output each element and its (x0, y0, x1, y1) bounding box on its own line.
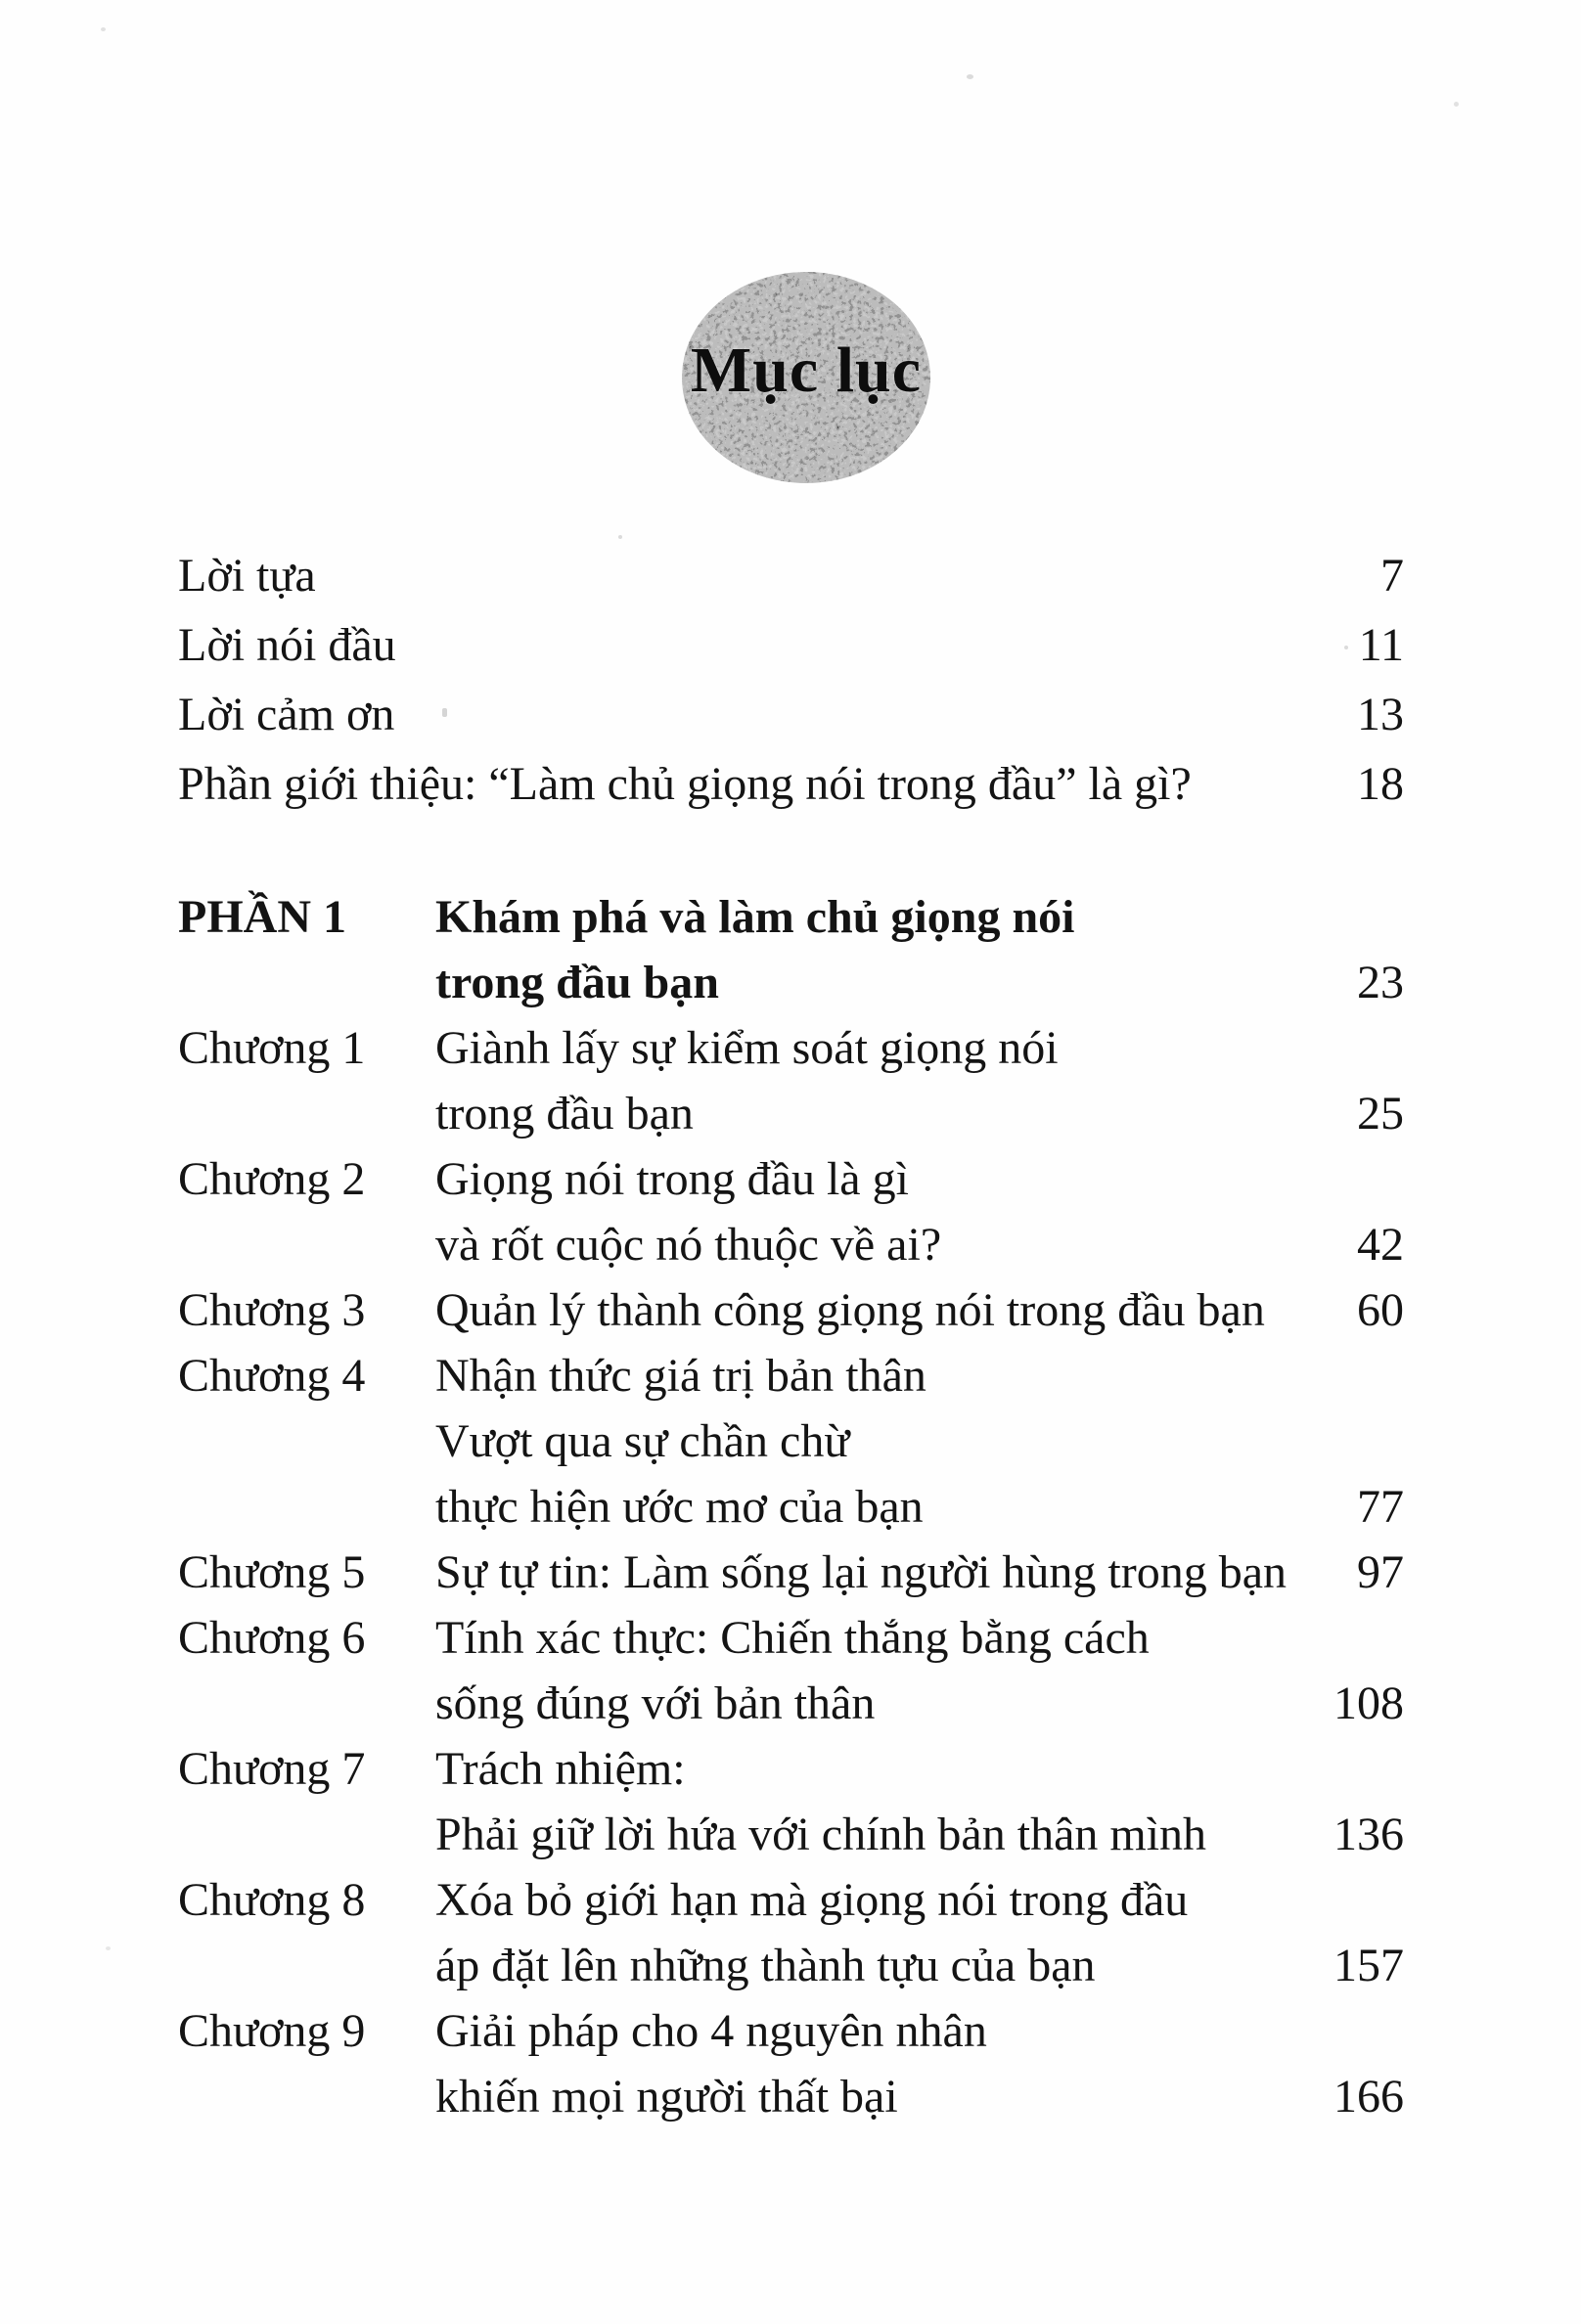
entry-body (435, 884, 1404, 1015)
entry-title-text: áp đặt lên những thành tựu của bạn (435, 1940, 1096, 1991)
entry-title-line (435, 1146, 1404, 1212)
section-badge (680, 270, 932, 485)
entry-label: Chương 6 (178, 1612, 366, 1664)
entry-title-text: Giải pháp cho 4 nguyên nhân (435, 2005, 987, 2057)
entry-title-text: Sự tự tin: Làm sống lại người hùng trong bạn (435, 1546, 1287, 1598)
entry-label: Chương 1 (178, 1022, 366, 1074)
toc-entry (178, 541, 1404, 610)
entry-title-line (435, 2064, 1404, 2129)
entry-label: PHẦN 1 (178, 891, 346, 943)
toc-entry (178, 1277, 1404, 1343)
entry-body (435, 1998, 1404, 2129)
entry-title-text: khiến mọi người thất bại (435, 2071, 898, 2123)
entry-page-number: 60 (1357, 1284, 1404, 1336)
entry-page-number: 108 (1333, 1677, 1404, 1729)
entry-title-text: Giọng nói trong đầu là gì (435, 1153, 909, 1205)
entry-page-number: 166 (1333, 2071, 1404, 2123)
entry-page-number: 18 (1357, 758, 1404, 810)
entry-title-text: thực hiện ước mơ của bạn (435, 1481, 924, 1533)
entry-title-line (435, 1408, 1404, 1474)
entry-title-line (435, 950, 1404, 1015)
toc-entry (178, 1867, 1404, 1998)
entry-title-text: và rốt cuộc nó thuộc về ai? (435, 1219, 942, 1271)
toc-entry (178, 1540, 1404, 1605)
entry-page-number: 25 (1357, 1088, 1404, 1140)
entry-label: Chương 2 (178, 1153, 366, 1205)
entry-label: Lời nói đầu (178, 619, 396, 671)
entry-title-line (435, 1015, 1404, 1081)
entry-title-text: Quản lý thành công giọng nói trong đầu bạn (435, 1284, 1265, 1336)
entry-page-number: 7 (1380, 550, 1404, 602)
entry-title-line (435, 1802, 1404, 1867)
entry-title-text: Tính xác thực: Chiến thắng bằng cách (435, 1612, 1150, 1664)
entry-title-text: trong đầu bạn (435, 957, 719, 1008)
entry-label: Phần giới thiệu: “Làm chủ giọng nói trong đầu” là gì? (178, 758, 1192, 810)
entry-body (435, 1146, 1404, 1277)
entry-title-line (435, 1212, 1404, 1277)
entry-label: Chương 7 (178, 1743, 366, 1795)
scan-speck (106, 1946, 111, 1950)
entry-title-text: Phải giữ lời hứa với chính bản thân mình (435, 1809, 1207, 1860)
table-of-contents (178, 541, 1404, 2129)
toc-entry (178, 610, 1404, 680)
entry-body (435, 1277, 1404, 1343)
entry-page-number: 157 (1333, 1940, 1404, 1991)
toc-entry (178, 1015, 1404, 1146)
entry-label: Lời cảm ơn (178, 689, 395, 740)
entry-title-text: Khám phá và làm chủ giọng nói (435, 891, 1075, 943)
entry-label: Chương 5 (178, 1546, 366, 1598)
entry-title-line (435, 1867, 1404, 1933)
entry-title-line (435, 1343, 1404, 1408)
toc-entry (178, 680, 1404, 749)
entry-body (435, 1540, 1404, 1605)
entry-title-line (435, 1474, 1404, 1540)
entry-title-line (435, 1277, 1404, 1343)
toc-entry (178, 1736, 1404, 1867)
entry-title-text: Xóa bỏ giới hạn mà giọng nói trong đầu (435, 1874, 1189, 1926)
entry-label: Chương 3 (178, 1284, 366, 1336)
entry-title-line (435, 1540, 1404, 1605)
entry-title-line (435, 1605, 1404, 1671)
scan-speck (101, 27, 106, 31)
entry-body (435, 1867, 1404, 1998)
entry-page-number: 23 (1357, 957, 1404, 1008)
entry-title-text: sống đúng với bản thân (435, 1677, 876, 1729)
entry-title-text: trong đầu bạn (435, 1088, 694, 1140)
entry-title-line (435, 1081, 1404, 1146)
section-list (178, 884, 1404, 2129)
toc-entry (178, 1605, 1404, 1736)
entry-body (435, 1015, 1404, 1146)
entry-title-text: Trách nhiệm: (435, 1743, 686, 1795)
entry-title-line (435, 1671, 1404, 1736)
entry-title-line (435, 1933, 1404, 1998)
entry-title-text: Vượt qua sự chần chừ (435, 1415, 850, 1467)
entry-page-number: 77 (1357, 1481, 1404, 1533)
entry-title-line (435, 884, 1404, 950)
entry-title-text: Giành lấy sự kiểm soát giọng nói (435, 1022, 1059, 1074)
entry-body (435, 1736, 1404, 1867)
toc-entry (178, 749, 1404, 819)
entry-page-number: 97 (1357, 1546, 1404, 1598)
page-title: Mục lục (690, 335, 923, 406)
entry-label: Chương 4 (178, 1350, 366, 1402)
scan-speck (618, 535, 622, 539)
entry-label: Chương 8 (178, 1874, 366, 1926)
entry-title-line (435, 1998, 1404, 2064)
toc-entry (178, 1998, 1404, 2129)
entry-label: Chương 9 (178, 2005, 366, 2057)
entry-body (435, 1343, 1404, 1540)
scan-speck (1454, 102, 1459, 107)
entry-title-line (435, 1736, 1404, 1802)
toc-entry (178, 1343, 1404, 1540)
entry-page-number: 42 (1357, 1219, 1404, 1271)
toc-entry (178, 884, 1404, 1015)
entry-title-text: Nhận thức giá trị bản thân (435, 1350, 926, 1402)
entry-page-number: 136 (1333, 1809, 1404, 1860)
scan-speck (967, 74, 973, 79)
entry-label: Lời tựa (178, 550, 316, 602)
entry-body (435, 1605, 1404, 1736)
toc-entry (178, 1146, 1404, 1277)
entry-page-number: 11 (1358, 619, 1404, 671)
front-matter-list (178, 541, 1404, 819)
entry-page-number: 13 (1357, 689, 1404, 740)
